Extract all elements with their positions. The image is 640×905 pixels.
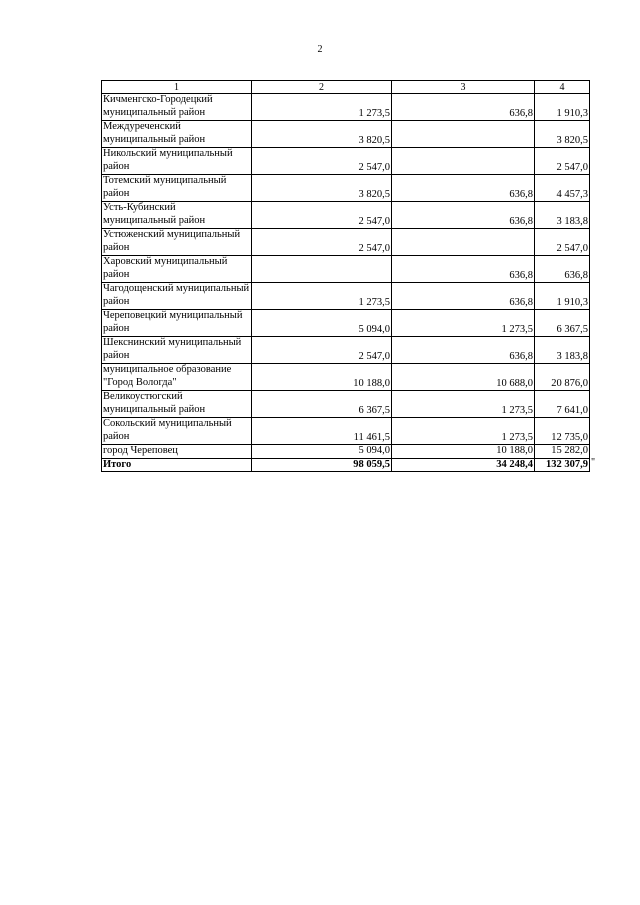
table-row bbox=[102, 148, 590, 175]
page-number: 2 bbox=[317, 44, 323, 55]
value-col2: 2 547,0 bbox=[252, 229, 392, 256]
table-row bbox=[102, 364, 590, 391]
table-row bbox=[102, 445, 590, 459]
value-col2: 2 547,0 bbox=[252, 148, 392, 175]
value-col4: 3 820,5 bbox=[535, 121, 590, 148]
value-col2: 3 820,5 bbox=[252, 175, 392, 202]
value-col3: 636,8 bbox=[392, 94, 535, 121]
value-col3: 10 688,0 bbox=[392, 364, 535, 391]
value-col2: 5 094,0 bbox=[252, 445, 392, 459]
district-name: Междуреченский муниципальный район bbox=[102, 121, 252, 148]
column-header-3: 3 bbox=[392, 81, 535, 94]
table-row bbox=[102, 418, 590, 445]
value-col2: 2 547,0 bbox=[252, 337, 392, 364]
table-row bbox=[102, 202, 590, 229]
table-row bbox=[102, 283, 590, 310]
budget-table bbox=[101, 80, 590, 472]
value-col4: 636,8 bbox=[535, 256, 590, 283]
value-col3: 1 273,5 bbox=[392, 310, 535, 337]
value-col2: 10 188,0 bbox=[252, 364, 392, 391]
district-name: Усть-Кубинский муниципальный район bbox=[102, 202, 252, 229]
value-col2: 6 367,5 bbox=[252, 391, 392, 418]
value-col3: 1 273,5 bbox=[392, 391, 535, 418]
total-col3: 34 248,4 bbox=[392, 458, 535, 472]
value-col3: 636,8 bbox=[392, 283, 535, 310]
value-col3: 1 273,5 bbox=[392, 418, 535, 445]
value-col4: 3 183,8 bbox=[535, 202, 590, 229]
column-header-1: 1 bbox=[102, 81, 252, 94]
district-name: муниципальное образование "Город Вологда" bbox=[102, 364, 252, 391]
value-col3: 636,8 bbox=[392, 175, 535, 202]
table-row bbox=[102, 337, 590, 364]
table-row bbox=[102, 229, 590, 256]
value-col2: 2 547,0 bbox=[252, 202, 392, 229]
district-name: Устюженский муниципальный район bbox=[102, 229, 252, 256]
total-col2: 98 059,5 bbox=[252, 458, 392, 472]
district-name: Тотемский муниципальный район bbox=[102, 175, 252, 202]
value-col4: 6 367,5 bbox=[535, 310, 590, 337]
value-col2 bbox=[252, 256, 392, 283]
table-row bbox=[102, 94, 590, 121]
table-row bbox=[102, 175, 590, 202]
column-header-4: 4 bbox=[535, 81, 590, 94]
district-name: Никольский муниципальный район bbox=[102, 148, 252, 175]
value-col3 bbox=[392, 121, 535, 148]
district-name: Сокольский муниципальный район bbox=[102, 418, 252, 445]
table-row bbox=[102, 256, 590, 283]
column-header-2: 2 bbox=[252, 81, 392, 94]
value-col2: 5 094,0 bbox=[252, 310, 392, 337]
value-col2: 1 273,5 bbox=[252, 283, 392, 310]
table-row bbox=[102, 310, 590, 337]
value-col3 bbox=[392, 148, 535, 175]
table-total-row bbox=[102, 458, 590, 472]
district-name: Великоустюгский муниципальный район bbox=[102, 391, 252, 418]
value-col3: 636,8 bbox=[392, 256, 535, 283]
value-col3: 636,8 bbox=[392, 202, 535, 229]
value-col4: 20 876,0 bbox=[535, 364, 590, 391]
value-col4: 2 547,0 bbox=[535, 148, 590, 175]
table-header-row bbox=[102, 81, 590, 94]
closing-quote-mark: " bbox=[591, 457, 596, 468]
district-name: Череповецкий муниципальный район bbox=[102, 310, 252, 337]
value-col4: 3 183,8 bbox=[535, 337, 590, 364]
table-row bbox=[102, 391, 590, 418]
value-col4: 1 910,3 bbox=[535, 283, 590, 310]
value-col4: 4 457,3 bbox=[535, 175, 590, 202]
district-name: Чагодощенский муниципальный район bbox=[102, 283, 252, 310]
total-col4: 132 307,9 bbox=[535, 458, 590, 472]
district-name: Шекснинский муниципальный район bbox=[102, 337, 252, 364]
value-col2: 3 820,5 bbox=[252, 121, 392, 148]
value-col2: 11 461,5 bbox=[252, 418, 392, 445]
value-col3 bbox=[392, 229, 535, 256]
value-col3: 10 188,0 bbox=[392, 445, 535, 459]
value-col4: 1 910,3 bbox=[535, 94, 590, 121]
value-col4: 7 641,0 bbox=[535, 391, 590, 418]
total-label: Итого bbox=[102, 458, 252, 472]
value-col2: 1 273,5 bbox=[252, 94, 392, 121]
value-col4: 12 735,0 bbox=[535, 418, 590, 445]
table-row bbox=[102, 121, 590, 148]
district-name: Харовский муниципальный район bbox=[102, 256, 252, 283]
value-col4: 2 547,0 bbox=[535, 229, 590, 256]
value-col3: 636,8 bbox=[392, 337, 535, 364]
value-col4: 15 282,0 bbox=[535, 445, 590, 459]
district-name: Кичменгско-Городецкий муниципальный район bbox=[102, 94, 252, 121]
district-name: город Череповец bbox=[102, 445, 252, 459]
